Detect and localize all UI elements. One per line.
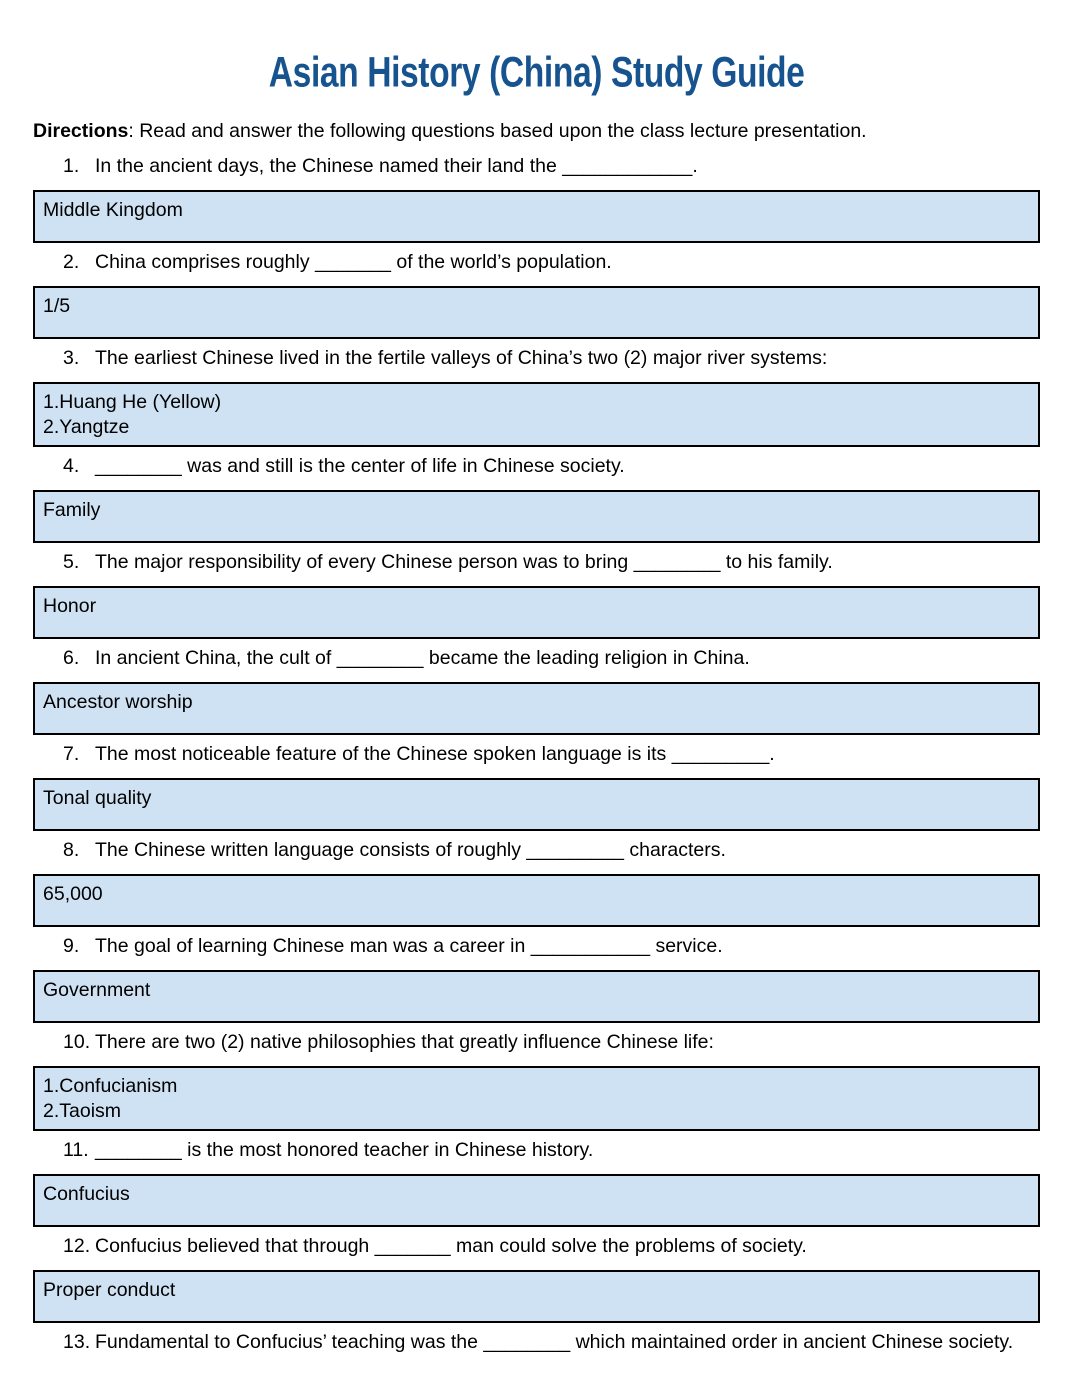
question-item [33,1139,1040,1227]
question-number: 11. [63,1139,89,1161]
question-item [33,839,1040,927]
answer-text: Proper conduct [43,1279,176,1301]
answer-text: 1.Confucianism [43,1075,178,1097]
question-line [33,155,1040,178]
question-line [33,647,1040,670]
directions [33,120,1040,143]
question-line [33,1331,1040,1354]
question-line [33,743,1040,766]
question-number: 4. [63,455,80,477]
question-item [33,251,1040,339]
question-text: China comprises roughly _______ of the world’s population. [95,251,612,273]
answer-text: 2.Taoism [43,1100,122,1122]
answer-box[interactable] [33,382,1040,447]
question-item [33,935,1040,1023]
question-number: 2. [63,251,80,273]
page-title-text: Asian History (China) Study Guide [268,48,805,96]
answer-text: 65,000 [43,883,103,905]
question-text: ________ was and still is the center of life in Chinese society. [95,455,625,477]
question-item [33,155,1040,243]
answer-text: 1.Huang He (Yellow) [43,391,222,413]
question-list [33,155,1040,1354]
question-number: 9. [63,935,80,957]
question-text: Confucius believed that through _______ man could solve the problems of society. [95,1235,807,1257]
answer-box[interactable] [33,1270,1040,1323]
question-item [33,455,1040,543]
question-number: 1. [63,155,80,177]
answer-box[interactable] [33,874,1040,927]
question-text: The earliest Chinese lived in the fertile valleys of China’s two (2) major river systems: [95,347,828,369]
answer-text: 1/5 [43,295,71,317]
question-item [33,647,1040,735]
answer-box[interactable] [33,586,1040,639]
question-line [33,455,1040,478]
question-text: In ancient China, the cult of ________ became the leading religion in China. [95,647,750,669]
question-line [33,1235,1040,1258]
answer-text: Family [43,499,101,521]
question-line [33,251,1040,274]
answer-text: Government [43,979,151,1001]
question-number: 12. [63,1235,91,1257]
question-line [33,551,1040,574]
question-text: Fundamental to Confucius’ teaching was the ________ which maintained order in ancient Chinese society. [95,1331,1014,1353]
answer-box[interactable] [33,1066,1040,1131]
directions-label: Directions [33,120,129,142]
question-item [33,551,1040,639]
answer-text: Middle Kingdom [43,199,183,221]
question-text: The most noticeable feature of the Chinese spoken language is its _________. [95,743,775,765]
answer-text: Honor [43,595,97,617]
answer-text: Ancestor worship [43,691,193,713]
answer-box[interactable] [33,286,1040,339]
question-number: 6. [63,647,80,669]
question-item [33,1331,1040,1354]
answer-box[interactable] [33,1174,1040,1227]
question-number: 13. [63,1331,91,1353]
question-line [33,935,1040,958]
answer-box[interactable] [33,682,1040,735]
answer-box[interactable] [33,190,1040,243]
question-item [33,347,1040,447]
answer-text: Tonal quality [43,787,152,809]
question-line [33,839,1040,862]
question-text: In the ancient days, the Chinese named their land the ____________. [95,155,698,177]
question-number: 5. [63,551,80,573]
question-number: 7. [63,743,80,765]
question-item [33,743,1040,831]
question-number: 3. [63,347,80,369]
answer-box[interactable] [33,778,1040,831]
question-line [33,1139,1040,1162]
answer-text: 2.Yangtze [43,416,130,438]
answer-box[interactable] [33,970,1040,1023]
question-number: 10. [63,1031,91,1053]
question-text: ________ is the most honored teacher in Chinese history. [95,1139,594,1161]
question-text: The Chinese written language consists of roughly _________ characters. [95,839,726,861]
page-title [33,50,1040,94]
answer-box[interactable] [33,490,1040,543]
question-line [33,1031,1040,1054]
question-item [33,1031,1040,1131]
question-text: There are two (2) native philosophies that greatly influence Chinese life: [95,1031,714,1053]
question-item [33,1235,1040,1323]
answer-text: Confucius [43,1183,130,1205]
question-number: 8. [63,839,80,861]
directions-text: : Read and answer the following questions based upon the class lecture presentation. [128,120,867,142]
question-text: The goal of learning Chinese man was a career in ___________ service. [95,935,723,957]
question-line [33,347,1040,370]
question-text: The major responsibility of every Chinese person was to bring ________ to his family. [95,551,833,573]
